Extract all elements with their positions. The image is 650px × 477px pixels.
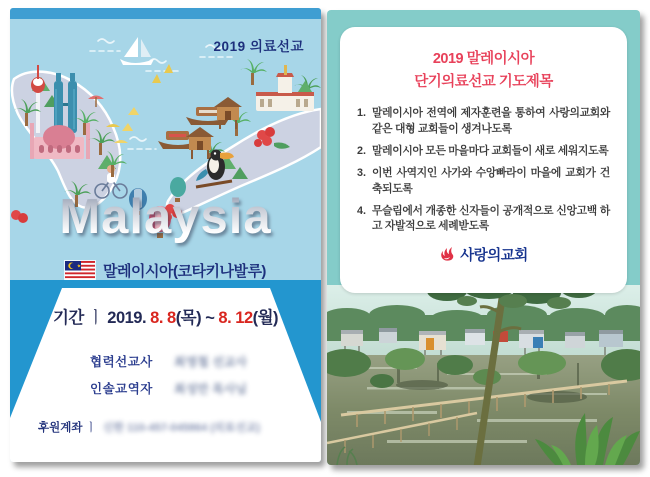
prayer-text: 말레이시아 전역에 제자훈련을 통하여 사랑의교회와 같은 대형 교회들이 생겨나도록 (372, 107, 610, 135)
period-year: 2019. (107, 309, 147, 327)
period-start-date: 8. 8 (146, 309, 176, 327)
prayer-text: 이번 사역지인 사가와 수앙빠라이 마을에 교회가 건축되도록 (372, 167, 610, 195)
staff-fields (90, 352, 247, 406)
village-photo (327, 285, 640, 465)
malaysia-flag-icon (65, 261, 95, 280)
poster-title-malaysia: Malaysia (10, 189, 321, 245)
prayer-number: 2. (357, 145, 367, 158)
blurred-account-number: 신한 110-457-045864 (의료선교) (102, 422, 261, 434)
prayer-title-line2: 단기의료선교 기도제목 (414, 74, 553, 91)
prayer-number: 1. (357, 107, 367, 120)
top-blue-bar (10, 8, 321, 19)
prayer-item-3 (357, 166, 610, 197)
prayer-item-4 (357, 204, 610, 235)
missionary-label: 협력선교사 (90, 355, 153, 369)
poster-info-section (10, 280, 321, 462)
prayer-text: 말레이시아 모든 마을마다 교회들이 새로 세워지도록 (372, 145, 609, 158)
blurred-missionary-name: 최영철 선교사 (174, 354, 247, 369)
field-row-missionary (90, 352, 247, 370)
prayer-card (340, 27, 627, 293)
prayer-card-title (340, 48, 627, 94)
leader-label: 인솔교역자 (90, 382, 153, 396)
period-separator: ㅣ (87, 309, 104, 327)
blurred-leader-name: 최성만 목사님 (174, 381, 247, 396)
donation-account (38, 419, 260, 435)
prayer-item-2 (357, 144, 610, 159)
flame-icon (439, 246, 456, 263)
account-label: 후원계좌 (38, 422, 83, 434)
prayer-text: 무슬림에서 개종한 신자들이 공개적으로 신앙고백 하고 자발적으로 세례받도록 (372, 205, 610, 233)
church-name: 사랑의교회 (460, 247, 528, 264)
prayer-topics-poster (327, 10, 640, 465)
badge-2019-medical-mission: 2019 의료선교 (213, 39, 304, 54)
account-separator: ㅣ (85, 422, 97, 434)
sailboat-icon (120, 37, 154, 65)
prayer-number: 4. (357, 205, 367, 218)
period-end: (월) (252, 309, 279, 327)
kite-icon (122, 64, 173, 131)
period-end-date: 8. 12 (218, 309, 253, 327)
malaysia-mission-poster (10, 8, 321, 462)
prayer-list (357, 106, 610, 234)
flag-subtitle-row (10, 260, 321, 281)
prayer-title-line1: 2019 말레이시아 (432, 51, 535, 67)
period-mid: (목) ~ (175, 309, 219, 327)
field-row-leader (90, 379, 247, 397)
church-logo (340, 244, 627, 265)
mission-period (10, 304, 321, 328)
poster-subtitle: 말레이시아(코타키나발루) (103, 263, 266, 280)
period-label: 기간 (52, 309, 84, 327)
prayer-number: 3. (357, 167, 367, 180)
prayer-item-1 (357, 106, 610, 137)
